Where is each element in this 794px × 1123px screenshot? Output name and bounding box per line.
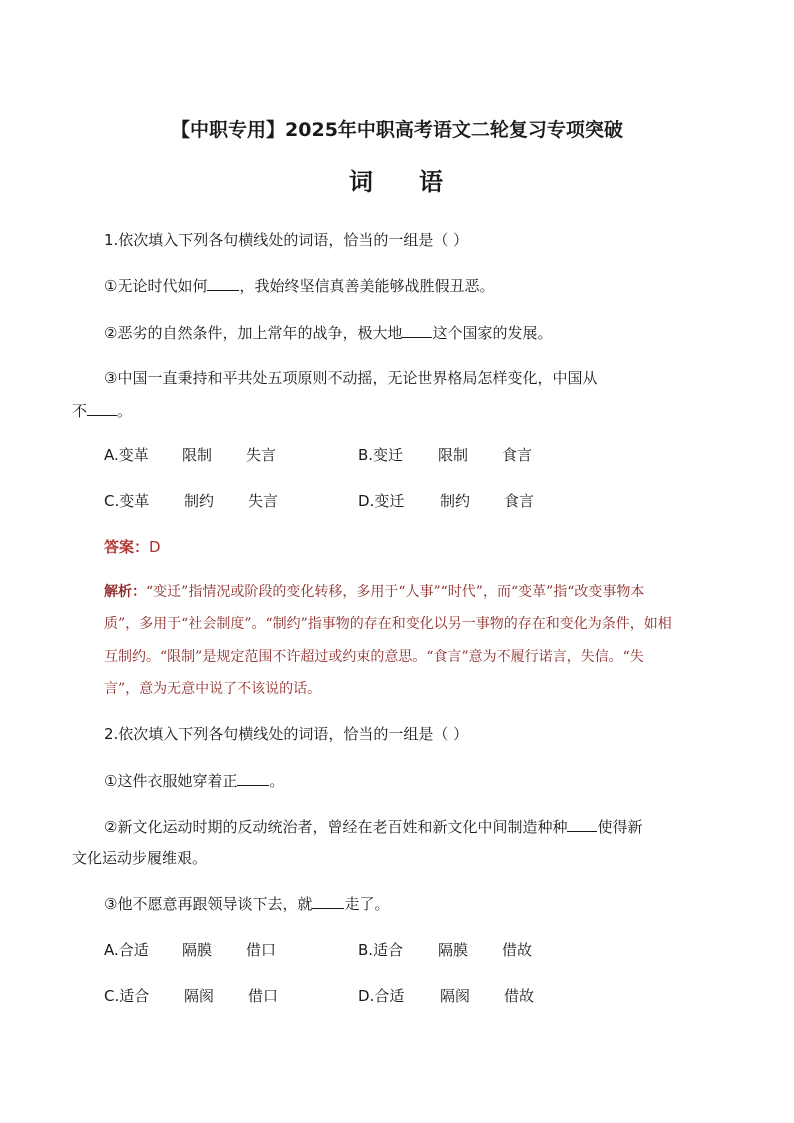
q1-option-b-2: 限制 (438, 446, 469, 464)
answer-value: D (149, 538, 161, 556)
q1-analysis-line-1 (104, 582, 644, 602)
heading-char-1: 词 (349, 168, 375, 196)
q2-s1-before: ①这件衣服她穿着正 (104, 772, 238, 790)
q1-option-d-2: 制约 (440, 492, 471, 510)
q2-option-a-3: 借口 (246, 941, 277, 959)
q1-option-b-1: B.变迁 (358, 446, 404, 464)
q2-option-b-2: 隔膜 (438, 941, 469, 959)
q2-s3-after: 走了。 (344, 895, 390, 913)
q1-sentence-2 (104, 322, 552, 343)
q2-option-b-3: 借故 (502, 941, 533, 959)
q2-sentence-1 (104, 770, 284, 791)
analysis-label: 解析： (104, 584, 146, 600)
q2-option-d-2: 隔阂 (440, 987, 471, 1005)
q2-option-b-1: B.适合 (358, 941, 404, 959)
q1-option-a-1: A.变革 (104, 446, 149, 464)
q1-s1-before: ①无论时代如何 (104, 277, 208, 295)
q1-answer (104, 537, 161, 557)
q2-s1-blank (237, 770, 269, 786)
q1-sentence-3: ③中国一直秉持和平共处五项原则不动摇，无论世界格局怎样变化，中国从 (104, 369, 598, 387)
q1-s1-after: ，我始终坚信真善美能够战胜假丑恶。 (239, 277, 495, 295)
q1-option-b-3: 食言 (502, 446, 533, 464)
q1-option-d-3: 食言 (504, 492, 535, 510)
q1-stem: 1.依次填入下列各句横线处的词语，恰当的一组是（ ） (104, 231, 469, 249)
q1-option-c-2: 制约 (184, 492, 215, 510)
q1-s2-before: ②恶劣的自然条件，加上常年的战争，极大地 (104, 324, 403, 342)
q1-s3-before: 不 (72, 402, 88, 420)
q1-option-d-1: D.变迁 (358, 492, 405, 510)
document-title: 【中职专用】2025年中职高考语文二轮复习专项突破 (171, 119, 623, 141)
q1-option-c-3: 失言 (248, 492, 279, 510)
q2-sentence-2 (104, 816, 642, 837)
q2-option-c-3: 借口 (248, 987, 279, 1005)
q2-s1-after: 。 (269, 772, 285, 790)
q1-option-a-3: 失言 (246, 446, 277, 464)
q2-s3-blank (312, 893, 344, 909)
q2-s2-before: ②新文化运动时期的反动统治者，曾经在老百姓和新文化中间制造种种 (104, 818, 568, 836)
q1-s3-after: 。 (117, 402, 133, 420)
q2-s2-blank (567, 816, 597, 832)
q1-analysis-line-3: 互制约。“限制”是规定范围不许超过或约束的意思。“食言”意为不履行诺言，失信。“失 (104, 649, 644, 665)
q1-analysis-line-2: 质”，多用于“社会制度”。“制约”指事物的存在和变化以另一事物的存在和变化为条件，如相 (104, 616, 672, 632)
q2-option-a-2: 隔膜 (182, 941, 213, 959)
q2-option-c-2: 隔阂 (184, 987, 215, 1005)
q1-sentence-3-cont (72, 400, 132, 421)
q2-stem: 2.依次填入下列各句横线处的词语，恰当的一组是（ ） (104, 725, 469, 743)
analysis-text-1: “变迁”指情况或阶段的变化转移，多用于“人事”“时代”，而“变革”指“改变事物本 (146, 584, 645, 600)
heading-char-2: 语 (419, 168, 445, 196)
q2-option-a-1: A.合适 (104, 941, 149, 959)
q1-s3-blank (87, 400, 117, 416)
q2-s3-before: ③他不愿意再跟领导谈下去，就 (104, 895, 313, 913)
q2-option-d-3: 借故 (504, 987, 535, 1005)
section-heading (0, 168, 794, 196)
q1-option-a-2: 限制 (182, 446, 213, 464)
q2-s2-after: 使得新 (597, 818, 643, 836)
q1-s2-blank (402, 322, 432, 338)
q2-option-d-1: D.合适 (358, 987, 405, 1005)
q2-sentence-3 (104, 893, 389, 914)
q1-s1-blank (207, 275, 239, 291)
q1-sentence-1 (104, 275, 494, 296)
answer-label: 答案： (104, 538, 150, 556)
q2-sentence-2-cont: 文化运动步履维艰。 (72, 849, 208, 867)
q1-analysis-line-4: 言”，意为无意中说了不该说的话。 (104, 681, 322, 697)
q1-option-c-1: C.变革 (104, 492, 150, 510)
q1-s2-after: 这个国家的发展。 (432, 324, 553, 342)
q2-option-c-1: C.适合 (104, 987, 150, 1005)
